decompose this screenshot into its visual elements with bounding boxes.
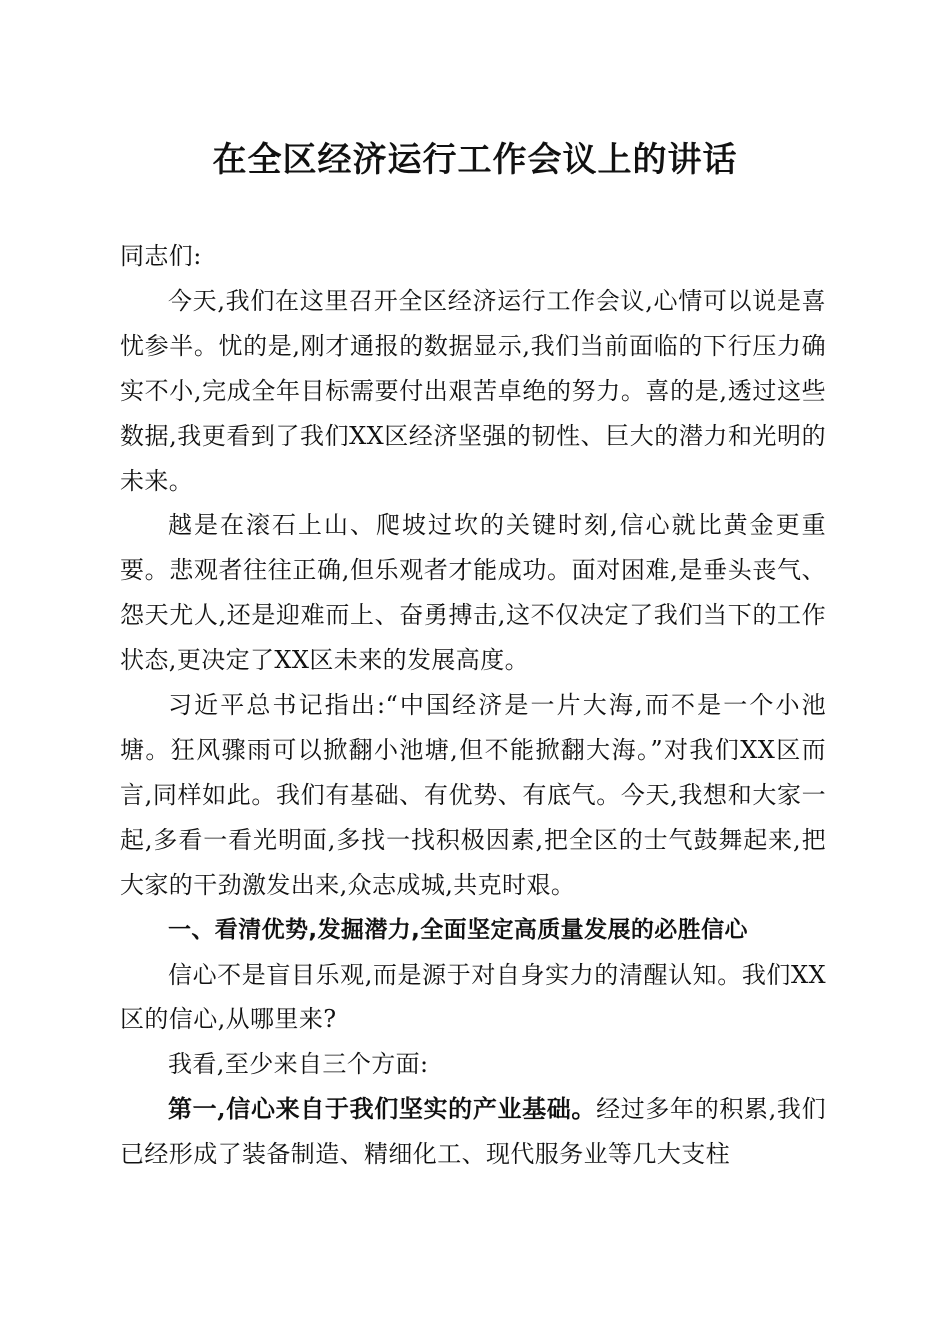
- point-1-lead: 第一,信心来自于我们坚实的产业基础。: [168, 1094, 597, 1124]
- paragraph-opening: 今天,我们在这里召开全区经济运行工作会议,心情可以说是喜忧参半。忧的是,刚才通报的数据显示,我们当前面临的下行压力确实不小,完成全年目标需要付出艰苦卓绝的努力。喜的是,透过这些数据,我更看到了我们XX区经济坚强的韧性、巨大的潜力和光明的未来。: [120, 286, 826, 495]
- point-1-text: 经过多年的积累,我们已经形成了装备制造、精细化工、现代服务业等几大支柱: [120, 1095, 826, 1169]
- salutation: 同志们:: [120, 242, 202, 270]
- section-heading-1: 一、看清优势,发掘潜力,全面坚定高质量发展的必胜信心: [168, 916, 748, 943]
- paragraph-point-1: [120, 1087, 826, 1177]
- paragraph-section1-intro: 信心不是盲目乐观,而是源于对自身实力的清醒认知。我们XX区的信心,从哪里来?: [120, 960, 826, 1034]
- paragraph-quote: 习近平总书记指出:“中国经济是一片大海,而不是一个小池塘。狂风骤雨可以掀翻小池塘,但不能掀翻大海。”对我们XX区而言,同样如此。我们有基础、有优势、有底气。今天,我想和大家一起,多看一看光明面,多找一找积极因素,把全区的士气鼓舞起来,把大家的干劲激发出来,众志成城,共克时艰。: [120, 691, 826, 899]
- paragraph-confidence: 越是在滚石上山、爬坡过坎的关键时刻,信心就比黄金更重要。悲观者往往正确,但乐观者才能成功。面对困难,是垂头丧气、怨天尤人,还是迎难而上、奋勇搏击,这不仅决定了我们当下的工作状态,更决定了XX区未来的发展高度。: [120, 511, 826, 675]
- document-body: [120, 234, 826, 1177]
- paragraph-section1-aspects: 我看,至少来自三个方面:: [168, 1050, 429, 1079]
- document-title: 在全区经济运行工作会议上的讲话: [212, 140, 738, 180]
